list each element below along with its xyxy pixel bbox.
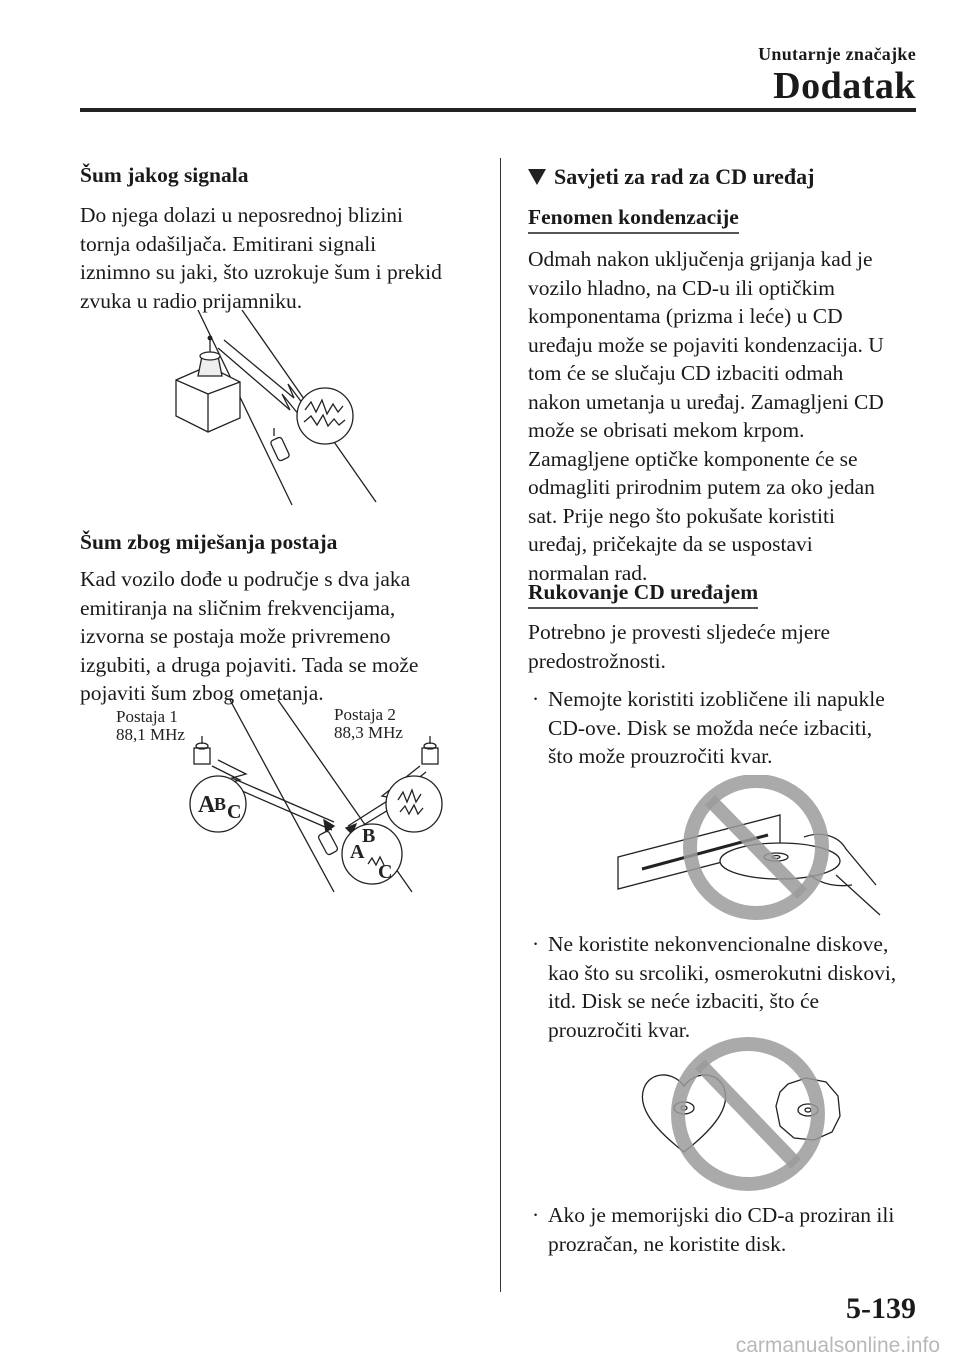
- text-line: pojaviti šum zbog ometanja.: [80, 681, 324, 705]
- handling-text: [528, 618, 920, 675]
- text-line: nakon umetanja u uređaj. Zamagljeni CD: [528, 389, 884, 414]
- text-line: izvorna se postaja može privremeno: [80, 624, 391, 648]
- text-line: komponentama (prizma i leće) u CD: [528, 304, 843, 328]
- abc-letter-b: B: [214, 794, 227, 814]
- abc-letter-a: A: [198, 792, 216, 818]
- text-line: iznimno su jaki, što uzrokuje šum i prekid: [80, 260, 442, 284]
- no-odd-shaped-disc-illustration: [628, 1034, 888, 1194]
- text-line: zvuka u radio prijamniku.: [80, 288, 303, 313]
- station2-frequency: 88,3 MHz: [334, 723, 403, 742]
- bullet-dot: ·: [532, 687, 540, 711]
- text-line: CD-ove. Disk se možda neće izbaciti,: [548, 715, 873, 740]
- text-line: Do njega dolazi u neposrednoj blizini: [80, 203, 404, 227]
- text-line: uređaju može se pojaviti kondenzacija. U: [528, 332, 884, 357]
- strong-signal-illustration: [170, 310, 490, 510]
- header-rule: [80, 108, 916, 112]
- column-divider: [500, 158, 501, 1292]
- text-line: emitiranja na sličnim frekvencijama,: [80, 595, 396, 620]
- text-line: tom će se slučaju CD izbaciti odmah: [528, 361, 844, 385]
- text-line: predostrožnosti.: [528, 648, 666, 673]
- text-line: Odmah nakon uključenja grijanja kad je: [528, 247, 873, 271]
- text-line: tornja odašiljača. Emitirani signali: [80, 231, 377, 256]
- condensation-text: [528, 245, 920, 587]
- text-line: može se obrisati mekom krpom.: [528, 418, 805, 442]
- no-deformed-cd-illustration: [590, 775, 910, 925]
- text-line: uređaj, pričekajte da se uspostavi: [528, 532, 813, 556]
- cd-tips-title-text: Savjeti za rad za CD uređaj: [554, 164, 815, 189]
- watermark: carmanualsonline.info: [735, 1334, 940, 1357]
- text-line: Potrebno je provesti sljedeće mjere: [528, 620, 831, 644]
- station1-frequency: 88,1 MHz: [116, 725, 185, 744]
- text-line: prouzročiti kvar.: [548, 1017, 691, 1042]
- text-line: što može prouzročiti kvar.: [548, 744, 773, 768]
- cd-tips-title: [528, 164, 815, 190]
- bullet-dot: ·: [532, 1203, 540, 1227]
- triangle-marker-icon: [528, 169, 546, 185]
- abc-letter-c: C: [378, 861, 393, 883]
- chapter-section-label: [758, 44, 916, 65]
- station1-name: Postaja 1: [116, 707, 178, 726]
- page-number: 5-139: [846, 1292, 916, 1325]
- bullet-item: [528, 685, 940, 771]
- handling-heading: Rukovanje CD uređajem: [528, 580, 758, 609]
- strong-signal-text: [80, 201, 480, 315]
- text-line: sat. Prije nego što pokušate koristiti: [528, 503, 835, 528]
- bullet-dot: ·: [532, 932, 540, 956]
- text-line: Ne koristite nekonvencionalne diskove,: [548, 932, 889, 956]
- text-line: odmagliti prirodnim putem za oko jedan: [528, 475, 875, 499]
- text-line: prozračan, ne koristite disk.: [548, 1231, 787, 1256]
- text-line: Ako je memorijski dio CD-a proziran ili: [548, 1203, 895, 1227]
- text-line: izgubiti, a druga pojaviti. Tada se može: [80, 652, 419, 677]
- page-title: Dodatak: [773, 65, 916, 107]
- station2-name: Postaja 2: [334, 705, 396, 724]
- bullet-item: [528, 930, 940, 1044]
- text-line: Kad vozilo dođe u područje s dva jaka: [80, 567, 411, 591]
- interference-heading: Šum zbog miješanja postaja: [80, 530, 338, 554]
- text-line: kao što su srcoliki, osmerokutni diskovi,: [548, 960, 897, 985]
- condensation-heading: Fenomen kondenzacije: [528, 205, 739, 234]
- text-line: Zamagljene optičke komponente će se: [528, 446, 858, 471]
- text-line: Nemojte koristiti izobličene ili napukle: [548, 687, 885, 711]
- strong-signal-heading: Šum jakog signala: [80, 163, 249, 187]
- text-line: vozilo hladno, na CD-u ili optičkim: [528, 275, 835, 300]
- text-line: normalan rad.: [528, 560, 648, 585]
- interference-illustration: [100, 700, 480, 900]
- bullet-item: [528, 1201, 940, 1258]
- text-line: itd. Disk se neće izbaciti, što će: [548, 989, 820, 1013]
- interference-text: [80, 565, 480, 708]
- section-name: Unutarnje značajke: [758, 44, 916, 64]
- abc-letter-b: B: [362, 825, 376, 847]
- abc-letter-a: A: [350, 841, 365, 863]
- abc-letter-c: C: [227, 801, 242, 823]
